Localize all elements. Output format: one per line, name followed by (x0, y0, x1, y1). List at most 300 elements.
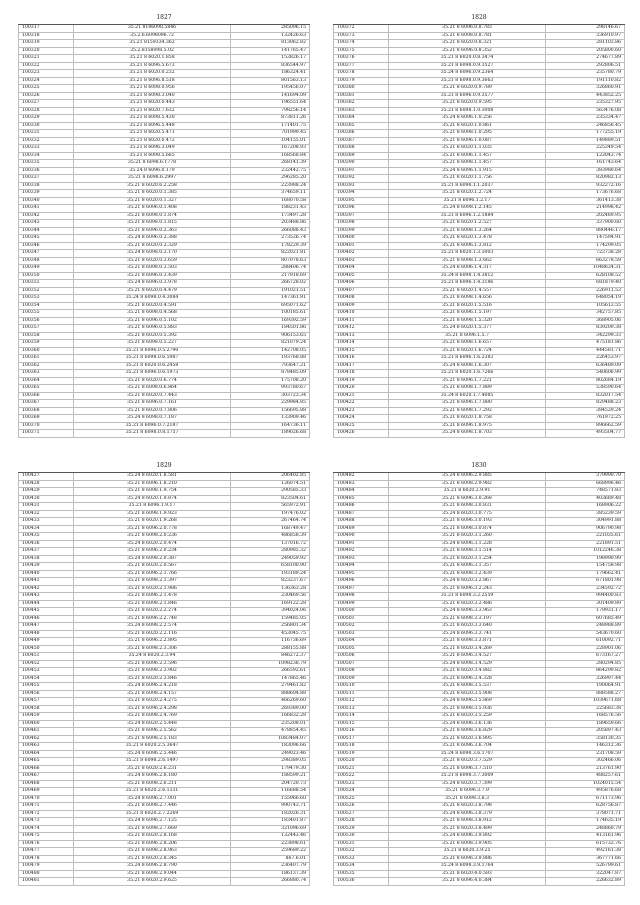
table-row (19, 698, 310, 706)
row-id-cell: 100459 (19, 713, 74, 721)
row-value-cell: 168906.22 (546, 503, 625, 511)
row-id-cell: 100500 (334, 608, 389, 616)
table-row (334, 840, 625, 848)
row-code-cell: 35.21 8 6020.2.0.567 (74, 563, 231, 571)
row-value-cell: 337900.60 (546, 220, 625, 228)
row-code-cell: 35.24 8 6096.2.8.790 (74, 863, 231, 871)
row-id-cell: 100509 (334, 675, 389, 683)
row-code-cell: 35.24 8 6020.1.7.4085 (389, 392, 546, 400)
row-id-cell: 100482 (334, 473, 389, 480)
table-row (19, 85, 310, 93)
row-id-cell: 100350 (19, 272, 74, 280)
row-code-cell: 35.21 8 6098.3.040 (74, 92, 231, 100)
row-code-cell: 35.24 8 6096.3.6.136 (389, 720, 546, 728)
table-row (334, 317, 625, 325)
row-value-cell: 932272.16 (546, 182, 625, 190)
row-id-cell: 100535 (334, 870, 389, 878)
row-code-cell: 35.21 8 6020.3.5.259 (389, 713, 546, 721)
table-row (334, 668, 625, 676)
row-value-cell: 495876.68 (546, 788, 625, 796)
row-value-cell: 342299.33 (546, 332, 625, 340)
row-id-cell: 100479 (19, 863, 74, 871)
table-row (334, 145, 625, 153)
row-value-cell: 296285.20 (231, 175, 310, 183)
row-id-cell: 100460 (19, 720, 74, 728)
row-id-cell: 100399 (334, 227, 389, 235)
row-id-cell: 100421 (334, 392, 389, 400)
row-code-cell: 35.21 8 6098.1.0.3008 (389, 107, 546, 115)
row-value-cell: 193768.88 (231, 355, 310, 363)
table-row (334, 220, 625, 228)
row-id-cell: 100461 (19, 728, 74, 736)
table-row (19, 392, 310, 400)
row-value-cell: 304991.88 (546, 518, 625, 526)
table-row (334, 660, 625, 668)
row-value-cell: 385239.59 (546, 510, 625, 518)
row-code-cell: 35.21 8 6020.2.3.846 (74, 675, 231, 683)
table-row (19, 70, 310, 78)
row-id-cell: 100380 (334, 85, 389, 93)
row-id-cell: 100506 (334, 653, 389, 661)
table-row (19, 92, 310, 100)
table-row (334, 407, 625, 415)
row-value-cell: 267464.74 (231, 518, 310, 526)
row-id-cell: 100470 (19, 795, 74, 803)
row-id-cell: 100463 (19, 743, 74, 751)
row-value-cell: 288155.88 (231, 645, 310, 653)
row-value-cell: 793647.21 (231, 362, 310, 370)
row-code-cell: 35.21 8 6096.5.673 (74, 62, 231, 70)
row-id-cell: 100396 (334, 205, 389, 213)
table-row (19, 870, 310, 878)
row-code-cell: 35.21 8 6098.2.1.846 (74, 600, 231, 608)
row-value-cell: 189026.68 (231, 430, 310, 438)
data-table (333, 473, 625, 886)
row-value-cell: 488257.61 (546, 773, 625, 781)
table-row (334, 377, 625, 385)
table-row (334, 190, 625, 198)
row-code-cell: 35.24 8 6096.1.0.256 (389, 115, 546, 123)
row-value-cell: 182026.31 (231, 810, 310, 818)
row-code-cell: 35.21 8 6098.2.7.446 (74, 803, 231, 811)
table-row (19, 340, 310, 348)
row-value-cell: 225349.54 (546, 145, 625, 153)
row-id-cell: 100449 (19, 638, 74, 646)
row-value-cell: 610092.71 (546, 638, 625, 646)
row-value-cell: 193189.24 (231, 570, 310, 578)
row-code-cell: 35.24 8 6096.3.1.228 (389, 540, 546, 548)
row-code-cell: 35.24 8 6098.0.4.3084 (74, 295, 231, 303)
table-row (334, 115, 625, 123)
row-id-cell: 100366 (19, 392, 74, 400)
row-code-cell: 35.24 8 6098.1.2.145 (389, 205, 546, 213)
row-id-cell: 100504 (334, 638, 389, 646)
row-id-cell: 100391 (334, 167, 389, 175)
row-code-cell: 35.21 8 6020.2.2.116 (74, 630, 231, 638)
row-value-cell: 168576.56 (546, 713, 625, 721)
table-row (19, 488, 310, 496)
row-code-cell: 35.21 8 6098.3.5.936 (389, 705, 546, 713)
row-value-cell: 266088.43 (231, 227, 310, 235)
row-id-cell: 100527 (334, 810, 389, 818)
row-code-cell: 35.21 8 6098.0.8.1757 (74, 430, 231, 438)
row-id-cell: 100360 (19, 347, 74, 355)
table-row (334, 525, 625, 533)
row-code-cell: 35.24 8 6096.0.179 (74, 167, 231, 175)
row-id-cell: 100409 (334, 302, 389, 310)
row-value-cell: 671173.96 (546, 795, 625, 803)
row-code-cell: 35.24 8 6096.3.9.892 (389, 833, 546, 841)
table-row (334, 705, 625, 713)
table-row (334, 55, 625, 63)
row-code-cell: 35.21 8 6096.0.5.102 (74, 317, 231, 325)
row-id-cell: 100426 (334, 430, 389, 438)
table-row (19, 175, 310, 183)
row-value-cell: 453045.75 (231, 630, 310, 638)
row-code-cell: 35.24 8 6098.3.6.1707 (389, 750, 546, 758)
row-value-cell: 1012246.38 (546, 548, 625, 556)
row-id-cell: 100471 (19, 803, 74, 811)
table-row (334, 750, 625, 758)
row-code-cell: 35.21 8 6020.1.3.3003 (389, 250, 546, 258)
row-value-cell: 801563.13 (231, 77, 310, 85)
row-id-cell: 100356 (19, 317, 74, 325)
row-code-cell: 35.24 8 6098.3.9.1764 (389, 863, 546, 871)
row-id-cell: 100335 (19, 160, 74, 168)
row-value-cell: 281103.86 (546, 40, 625, 48)
row-code-cell: 35.21 8 6020.1.5.516 (389, 302, 546, 310)
row-id-cell: 100528 (334, 818, 389, 826)
row-code-cell: 35.21 8 6096.1.7.221 (389, 377, 546, 385)
row-code-cell: 35.21 8 6098.6.1778 (74, 160, 231, 168)
table-row (334, 227, 625, 235)
row-value-cell: 303723.34 (231, 392, 310, 400)
row-value-cell: 990743.71 (231, 803, 310, 811)
row-value-cell: 681879.40 (546, 280, 625, 288)
row-code-cell: 35.21 8 6098.3.8.912 (389, 818, 546, 826)
row-id-cell: 100492 (334, 548, 389, 556)
row-code-cell: 35.21 8 6098.3.2.439 (389, 570, 546, 578)
table-row (19, 130, 310, 138)
row-value-cell: 206402.85 (231, 473, 310, 480)
row-value-cell: 236407.79 (231, 863, 310, 871)
row-code-cell: 35.21 8 6098.1.6.657 (389, 340, 546, 348)
row-id-cell: 100493 (334, 555, 389, 563)
table-row (334, 392, 625, 400)
row-id-cell: 100405 (334, 272, 389, 280)
row-id-cell: 100497 (334, 585, 389, 593)
row-id-cell: 100530 (334, 833, 389, 841)
table-row (334, 758, 625, 766)
row-id-cell: 100415 (334, 347, 389, 355)
table-row (334, 62, 625, 70)
row-code-cell: 35.21 8 6096.2.1.478 (74, 593, 231, 601)
row-value-cell: 249023.46 (231, 750, 310, 758)
table-row (334, 548, 625, 556)
row-id-cell: 100338 (19, 182, 74, 190)
row-code-cell: 35.2.6.6098096.72 (74, 32, 231, 40)
row-id-cell: 100465 (19, 758, 74, 766)
row-id-cell: 100393 (334, 182, 389, 190)
row-value-cell: 829488.23 (546, 400, 625, 408)
row-value-cell: 213761.90 (546, 765, 625, 773)
row-id-cell: 100444 (19, 600, 74, 608)
table-row (334, 152, 625, 160)
row-value-cell: 195456.07 (231, 85, 310, 93)
row-code-cell: 35.21 8 6096.3.4.527 (389, 653, 546, 661)
row-code-cell: 35.21 8 6096.0.5.2790 (74, 347, 231, 355)
row-id-cell: 100387 (334, 137, 389, 145)
row-value-cell: 301409.89 (546, 600, 625, 608)
row-id-cell: 100441 (19, 578, 74, 586)
table-row (334, 825, 625, 833)
table-row (334, 795, 625, 803)
table-row (334, 40, 625, 48)
row-value-cell: 173497.28 (231, 212, 310, 220)
table-row (334, 728, 625, 736)
row-code-cell: 35.24 8 6098.2.0.387 (74, 555, 231, 563)
row-code-cell: 35.21 8 6020.3.8.499 (389, 825, 546, 833)
row-value-cell: 269389.00 (231, 705, 310, 713)
table-row (334, 107, 625, 115)
table-row (19, 100, 310, 108)
row-value-cell: 802684.19 (546, 377, 625, 385)
table-row (19, 525, 310, 533)
row-id-cell: 100351 (19, 280, 74, 288)
row-id-cell: 100368 (19, 407, 74, 415)
row-value-cell: 279461.82 (231, 683, 310, 691)
row-id-cell: 100531 (334, 840, 389, 848)
row-id-cell: 100442 (19, 585, 74, 593)
row-id-cell: 100436 (19, 540, 74, 548)
row-id-cell: 100515 (334, 720, 389, 728)
row-value-cell: 146312.36 (546, 743, 625, 751)
row-code-cell: 35.21 8 6096.2.2.748 (74, 615, 231, 623)
row-value-cell: 285096.15 (231, 25, 310, 32)
table-row (19, 47, 310, 55)
table-row (19, 735, 310, 743)
row-value-cell: 663278.59 (546, 257, 625, 265)
row-code-cell: 35.21 8 6020.2.9.91 (389, 488, 546, 496)
row-id-cell: 100501 (334, 615, 389, 623)
row-code-cell: 35.21 8 6020.3.7.529 (389, 758, 546, 766)
row-code-cell: 35.21 8 6020.1.9.268 (74, 518, 231, 526)
row-value-cell: 374659.11 (231, 190, 310, 198)
row-id-cell: 100505 (334, 645, 389, 653)
table-row (334, 585, 625, 593)
row-code-cell: 35.24 8 6098.1.8.703 (389, 430, 546, 438)
row-code-cell: 35.24 8 6096.2.9.885 (389, 473, 546, 480)
row-id-cell: 100529 (334, 825, 389, 833)
row-value-cell: 191110.82 (546, 77, 625, 85)
row-code-cell: 35.21 8186098.5846 (74, 25, 231, 32)
row-value-cell: 748571.83 (546, 488, 625, 496)
table-row (334, 235, 625, 243)
table-row (19, 145, 310, 153)
row-value-cell: 156695.88 (231, 407, 310, 415)
row-id-cell: 100437 (19, 548, 74, 556)
row-code-cell: 35.24 8 6096.3.3.741 (389, 630, 546, 638)
table-row (19, 205, 310, 213)
row-value-cell: 126074.51 (231, 480, 310, 488)
row-code-cell: 35.21 8 6020.0.4.591 (74, 302, 231, 310)
table-row (19, 833, 310, 841)
row-value-cell: 823504.61 (231, 495, 310, 503)
row-id-cell: 100400 (334, 235, 389, 243)
row-value-cell: 132443.46 (231, 833, 310, 841)
row-id-cell: 100458 (19, 705, 74, 713)
row-code-cell: 35.21 8 6098.1.1.2037 (389, 182, 546, 190)
row-value-cell: 367771.66 (546, 855, 625, 863)
row-code-cell: 35.21 8 6096.8.518 (74, 77, 231, 85)
table-row (19, 758, 310, 766)
row-value-cell: 136363.28 (231, 585, 310, 593)
table-row (334, 555, 625, 563)
table-row (334, 302, 625, 310)
row-code-cell: 35.21 8 6098.1.4.656 (389, 295, 546, 303)
row-value-cell: 179662.41 (546, 570, 625, 578)
row-id-cell: 100330 (19, 122, 74, 130)
row-code-cell: 35.21 8 6098.1.3.662 (389, 257, 546, 265)
row-id-cell: 100363 (19, 370, 74, 378)
row-value-cell: 475181.86 (546, 340, 625, 348)
row-value-cell: 105613.55 (546, 302, 625, 310)
row-code-cell: 35.21 8 6020.3.6.895 (389, 735, 546, 743)
row-code-cell: 35.21 8 6098.2.6.211 (74, 780, 231, 788)
row-id-cell: 100532 (334, 848, 389, 856)
row-value-cell: 280294.85 (546, 660, 625, 668)
table-row (19, 810, 310, 818)
row-value-cell: 186137.39 (231, 870, 310, 878)
row-value-cell: 190064.91 (546, 683, 625, 691)
row-value-cell: 336910.97 (546, 32, 625, 40)
row-value-cell: 486858.39 (231, 533, 310, 541)
row-id-cell: 100402 (334, 250, 389, 258)
table-row (19, 385, 310, 393)
row-value-cell: 292806.51 (546, 62, 625, 70)
row-code-cell: 35.21 8 6098.2.3.902 (74, 668, 231, 676)
table-row (19, 422, 310, 430)
table-row (19, 855, 310, 863)
row-id-cell: 100322 (19, 62, 74, 70)
row-code-cell: 35.21 8 6020.1.0.861 (389, 122, 546, 130)
row-value-cell: 1098238.79 (231, 660, 310, 668)
table-row (334, 653, 625, 661)
table-row (334, 257, 625, 265)
row-value-cell: 906790.98 (546, 525, 625, 533)
table-row (19, 407, 310, 415)
row-value-cell: 235208.01 (231, 720, 310, 728)
row-id-cell: 100386 (334, 130, 389, 138)
row-code-cell: 35.21 8 6096.2.3.596 (74, 660, 231, 668)
table-row (19, 503, 310, 511)
row-code-cell: 35.24 8 6096.2.4.218 (74, 683, 231, 691)
row-id-cell: 100384 (334, 115, 389, 123)
row-code-cell: 35.21 8 6096.0.7.2187 (74, 422, 231, 430)
table-row (19, 212, 310, 220)
row-id-cell: 100503 (334, 630, 389, 638)
table-row (334, 600, 625, 608)
row-code-cell: 35.21 8 6020.0.9.789 (389, 85, 546, 93)
row-value-cell: 821079.24 (231, 340, 310, 348)
row-code-cell: 35.21 8 6098.1.9.923 (74, 510, 231, 518)
table-row (334, 863, 625, 871)
row-id-cell: 100411 (334, 317, 389, 325)
table-row (19, 473, 310, 480)
row-value-cell: 1048634.31 (546, 265, 625, 273)
row-id-cell: 100392 (334, 175, 389, 183)
row-id-cell: 100510 (334, 683, 389, 691)
row-id-cell: 100341 (19, 205, 74, 213)
row-value-cell: 231708.59 (546, 750, 625, 758)
row-code-cell: 35.21 8 6096.3.0.268 (389, 495, 546, 503)
table-row (19, 578, 310, 586)
row-code-cell: 35.21 8 6020.2.8.168 (74, 833, 231, 841)
row-id-cell: 100443 (19, 593, 74, 601)
table-row (334, 773, 625, 781)
row-code-cell: 35.21 8 6020.3.4.882 (389, 668, 546, 676)
row-code-cell: 35.21 8 6020.3.8.798 (389, 803, 546, 811)
row-id-cell: 100514 (334, 713, 389, 721)
row-code-cell: 35.21 8 6020.2.6.1331 (74, 788, 231, 796)
table-row (19, 115, 310, 123)
row-value-cell: 538590.64 (546, 385, 625, 393)
row-value-cell: 186324.41 (231, 70, 310, 78)
table-row (334, 182, 625, 190)
table-row (334, 503, 625, 511)
row-id-cell: 100438 (19, 555, 74, 563)
row-id-cell: 100429 (19, 488, 74, 496)
row-id-cell: 100457 (19, 698, 74, 706)
row-value-cell: 273526.74 (231, 235, 310, 243)
table-row (334, 422, 625, 430)
row-code-cell: 35.21 8 6098.0.1.815 (74, 220, 231, 228)
row-value-cell: 864299.82 (546, 668, 625, 676)
table-row (334, 325, 625, 333)
table-row (19, 480, 310, 488)
row-value-cell: 288406.74 (231, 265, 310, 273)
row-code-cell: 35.21 8 6096.0.1.408 (74, 205, 231, 213)
row-id-cell: 100486 (334, 503, 389, 511)
table-row (334, 310, 625, 318)
row-code-cell: 35.21 8 6098.0.9.3527 (389, 62, 546, 70)
row-value-cell: 159485.05 (231, 615, 310, 623)
row-id-cell: 100481 (19, 878, 74, 886)
panel-title: 1830 (333, 460, 625, 473)
table-row (19, 788, 310, 796)
row-value-cell: 221035.61 (546, 533, 625, 541)
table-row (334, 287, 625, 295)
row-code-cell: 35.24 8 6098.0.3.170 (74, 250, 231, 258)
data-table (18, 473, 310, 886)
table-row (334, 615, 625, 623)
table-row (19, 720, 310, 728)
table-panel-3 (18, 460, 310, 886)
row-id-cell: 100333 (19, 145, 74, 153)
row-code-cell: 35.21 8 6020.2.6.231 (74, 765, 231, 773)
row-value-cell: 179479.30 (231, 765, 310, 773)
table-row (334, 623, 625, 631)
row-id-cell: 100474 (19, 825, 74, 833)
row-id-cell: 100430 (19, 495, 74, 503)
row-code-cell: 35.21 8 6096.2.1.766 (74, 570, 231, 578)
row-value-cell: 230469.56 (231, 593, 310, 601)
row-value-cell: 888588.27 (546, 690, 625, 698)
row-id-cell: 100478 (19, 855, 74, 863)
row-value-cell: 888604.88 (231, 690, 310, 698)
row-value-cell: 832017.54 (546, 392, 625, 400)
row-value-cell: 169122.28 (231, 600, 310, 608)
